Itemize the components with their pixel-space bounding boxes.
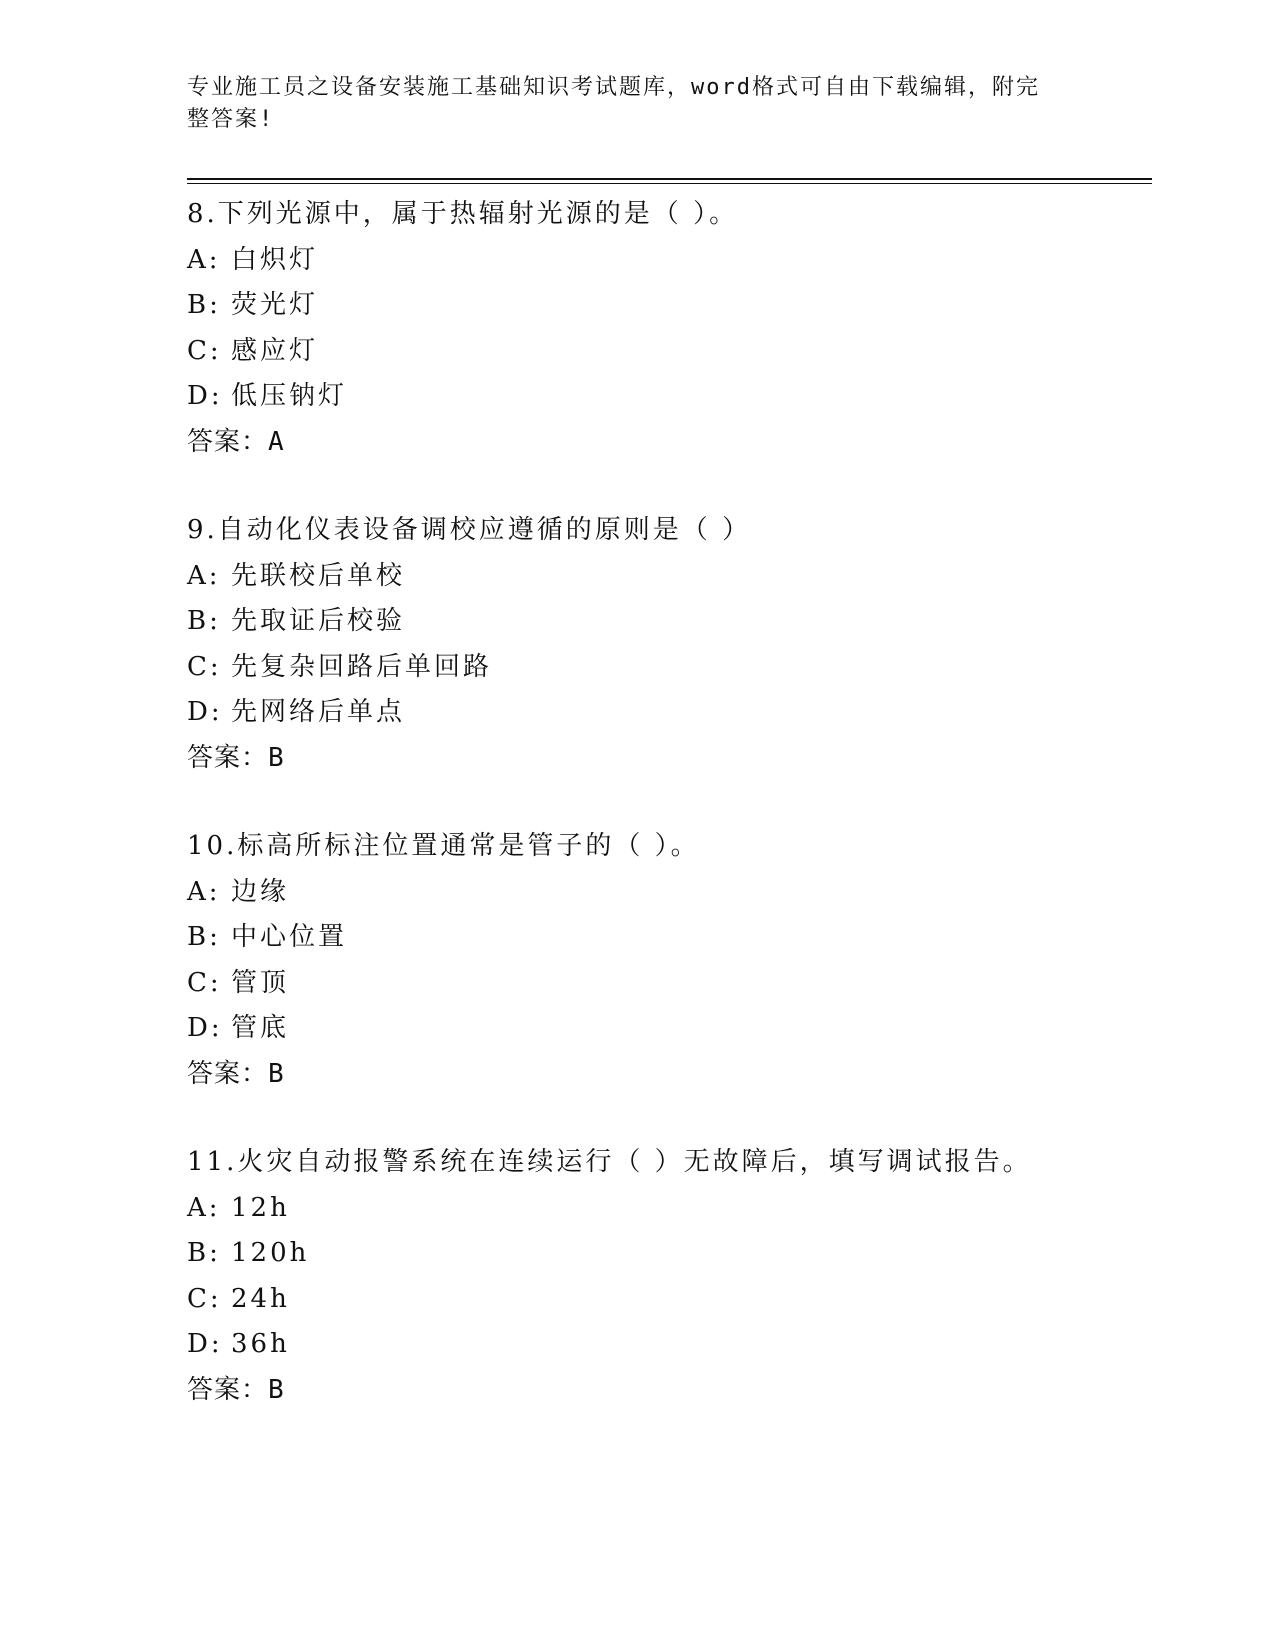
option-a [187,870,1152,916]
document-header [187,72,1067,136]
question-stem: 11.火灾自动报警系统在连续运行（ ）无故障后，填写调试报告。 [187,1147,1032,1177]
option-a [187,554,1152,600]
option-letter: B: [187,606,221,637]
option-c [187,1277,1152,1323]
option-text: 感应灯 [231,335,319,366]
option-letter: B: [187,290,221,321]
question-10 [187,824,1152,1098]
option-b [187,599,1152,645]
option-text: 低压钠灯 [231,381,348,412]
option-b [187,283,1152,329]
option-d [187,1322,1152,1368]
option-text: 荧光灯 [231,290,319,321]
answer-line: 答案：A [187,426,285,457]
option-c [187,329,1152,375]
question-stem: 8.下列光源中，属于热辐射光源的是（ ）。 [187,199,739,229]
option-letter: A: [187,560,221,591]
option-text: 先复杂回路后单回路 [231,651,493,682]
option-text: 管顶 [231,967,290,998]
option-d [187,374,1152,420]
option-a [187,238,1152,284]
option-text: 管底 [231,1013,290,1044]
option-letter: A: [187,244,221,275]
option-text: 36h [231,1329,290,1360]
option-c [187,645,1152,691]
answer-line: 答案：B [187,742,285,773]
option-a [187,1186,1152,1232]
option-text: 12h [231,1192,290,1223]
option-d [187,690,1152,736]
option-letter: A: [187,1192,221,1223]
question-stem: 10.标高所标注位置通常是管子的（ ）。 [187,831,700,861]
option-b [187,915,1152,961]
option-text: 120h [231,1238,310,1269]
option-letter: C: [187,1283,222,1314]
option-text: 先联校后单校 [231,560,406,591]
question-stem: 9.自动化仪表设备调校应遵循的原则是（ ） [187,515,752,545]
header-divider-thin [187,183,1152,184]
option-text: 先网络后单点 [231,697,406,728]
header-line-1: 专业施工员之设备安装施工基础知识考试题库，word格式可自由下载编辑，附完 [187,75,1040,100]
option-letter: D: [187,697,223,728]
option-letter: D: [187,1013,223,1044]
question-9 [187,508,1152,782]
header-line-2: 整答案! [187,107,275,132]
option-letter: C: [187,335,222,366]
question-11 [187,1140,1152,1414]
option-text: 中心位置 [231,922,348,953]
option-letter: C: [187,967,222,998]
option-d [187,1006,1152,1052]
option-letter: A: [187,876,221,907]
option-letter: B: [187,1238,221,1269]
question-8 [187,192,1152,466]
option-letter: D: [187,381,223,412]
option-text: 边缘 [231,876,290,907]
option-c [187,961,1152,1007]
answer-line: 答案：B [187,1374,285,1405]
option-text: 白炽灯 [231,244,319,275]
answer-line: 答案：B [187,1058,285,1089]
option-letter: C: [187,651,222,682]
option-b [187,1231,1152,1277]
option-letter: B: [187,922,221,953]
header-divider-thick [187,178,1152,180]
option-text: 先取证后校验 [231,606,406,637]
option-letter: D: [187,1329,223,1360]
option-text: 24h [231,1283,290,1314]
